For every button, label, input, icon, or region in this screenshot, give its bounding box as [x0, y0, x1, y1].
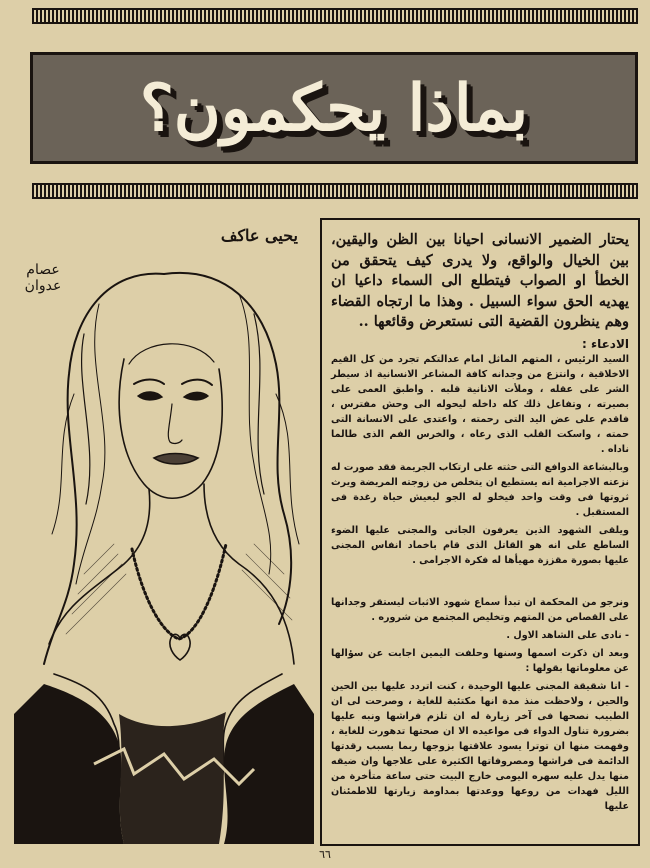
- paragraph: ويلقى الشهود الذين يعرفون الجانى والمجنى عليها الضوء الساطع على انه هو القاتل الذى قام باخماد انفاس المجنى عليها بصورة مقززة مهيأها له فكرة الاجرامى .: [331, 524, 629, 566]
- title-banner: [30, 52, 638, 164]
- paragraph: السيد الرئيس ، المتهم الماثل امام عدالتكم تجرد من كل القيم الاخلاقية ، وانتزع من وجدانه كافة المشاعر الانسانية اذ سيطر الشر على عقله ، وملأت الانانية قلبه . واطبق العمى على بصيرته ، وتفاعل ذلك كله داخله ليحوله الى وحش مفترس ، فاقدم على عض اليد التى رحمته ، واعتدى على الانسانة التى حمته ، واسكت القلب الذى رعاه ، والخرس الفم الذى طالما ناداه .: [331, 353, 629, 455]
- section-heading: الادعاء :: [581, 336, 629, 351]
- article-title: بماذا يحكمون؟: [139, 70, 529, 146]
- paragraph: وبالبشاعة الدوافع التى حثته على ارتكاب الجريمة فقد صورت له نزعته الاجرامية انه يستطيع ان يتخلص من زوجته المريضة ويرث ثروتها فى وقت واحد فيخلو له الجو ليعيش حياة رغدة فى المستقبل .: [331, 461, 629, 518]
- paragraph: وبعد ان ذكرت اسمها وسنها وحلفت اليمين اجابت عن سؤالها عن معلوماتها بقولها :: [331, 647, 629, 674]
- paragraph: ونرجو من المحكمة ان تبدأ سماع شهود الاثبات ليستقر وجدانها على القصاص من المتهم وتخليص المجتمع من شروره .: [331, 596, 629, 623]
- column-gap: [331, 571, 629, 595]
- page-number: ٦٦: [319, 848, 331, 861]
- lower-decorative-rule: [32, 183, 638, 199]
- illustrator-signature: عصام عدوان: [24, 262, 62, 294]
- paragraph: - انا شقيقة المجنى عليها الوحيدة ، كنت اتردد عليها بين الحين والحين ، ولاحظت منذ مدة انها مكتئبة للغاية ، وصرحت لى ان الطبيب نصحها فى آخر زيارة له ان تلزم فراشها ونبه عليها بضرورة تناول الدواء فى مواعيده الا ان صحتها تدهورت للغاية ، وفهمت منها ان توترا يسود علاقتها بزوجها ربما بسبب رقدتها الدائمة فى فراشها ومصروفاتها الكثيرة على علاجها وان ضيقه منها يدل عليه سهره اليومى خارج البيت حتى ساعة متأخرة من الليل فهدات من روعها ووعدتها بمداومة زيارتها للاطمئنان عليها: [331, 680, 629, 812]
- top-decorative-rule: [32, 8, 638, 24]
- author-byline: يحيى عاكف: [220, 226, 298, 245]
- woman-portrait-illustration: [14, 244, 314, 844]
- paragraph: - نادى على الشاهد الاول .: [506, 629, 629, 641]
- article-column: [320, 218, 640, 846]
- article-lead: يحتار الضمير الانسانى احيانا بين الظن واليقين، بين الخيال والواقع، ولا يدرى كيف يتحقق من الخطأ او الصواب فيتطلع الى السماء داعيا ان يهديه الحق سواء السبيل . وهذا ما ارتجاه القضاء وهم ينظرون القضية التى نستعرض وقائعها ..: [331, 231, 629, 330]
